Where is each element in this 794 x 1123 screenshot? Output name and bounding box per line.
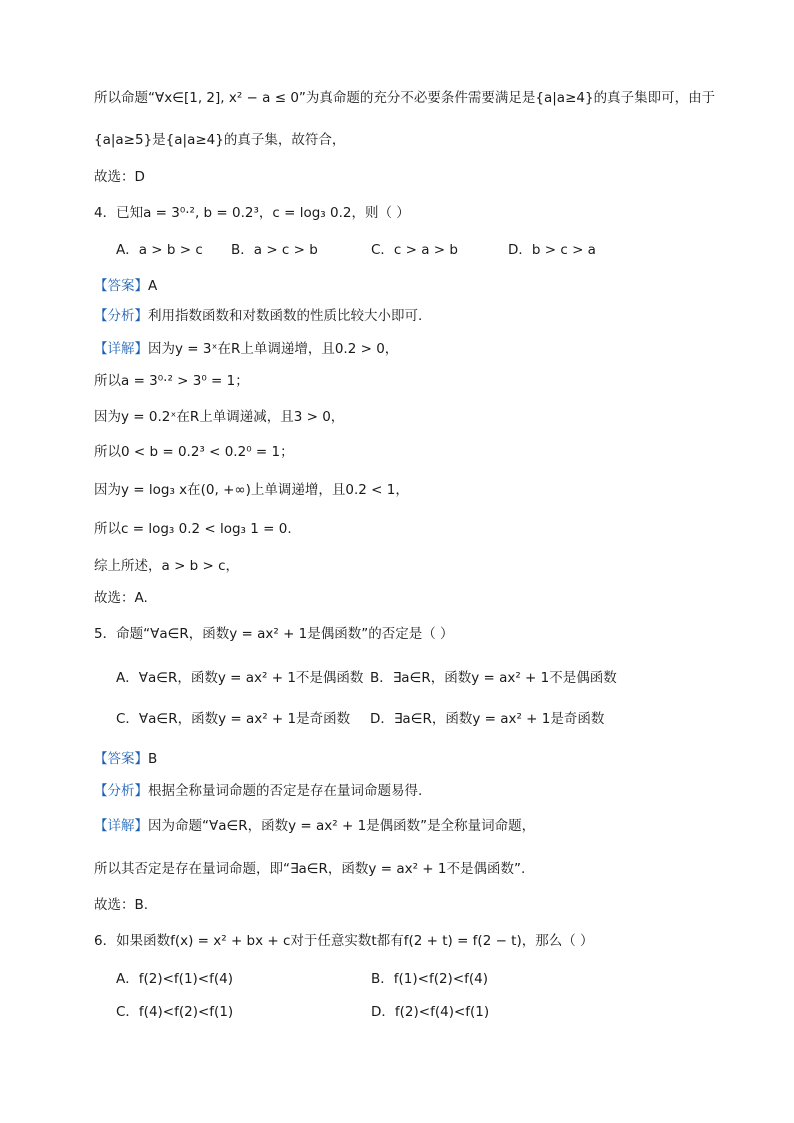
q6-option-a: A．f(2)<f(1)<f(4): [116, 971, 233, 987]
q5-option-a: A．∀a∈R，函数y = ax² + 1不是偶函数: [116, 670, 364, 686]
q5-option-c: C．∀a∈R，函数y = ax² + 1是奇函数: [116, 711, 351, 727]
analysis-tag: 【分析】: [94, 308, 148, 324]
q4-detail-line: [94, 339, 398, 359]
q5-answer-line: [94, 749, 157, 769]
q4-option-b: B．a > c > b: [231, 242, 318, 258]
text-line: 故选：D: [94, 169, 145, 185]
text-line: 故选：B.: [94, 897, 149, 913]
question-6-stem: 6．如果函数f(x) = x² + bx + c对于任意实数t都有f(2 + t) = f(2 − t)，那么（ ）: [94, 933, 594, 949]
q6-option-b: B．f(1)<f(2)<f(4): [371, 971, 489, 987]
answer-value: A: [148, 278, 158, 294]
q5-detail-line: [94, 816, 535, 836]
detail-text: 因为y = 3ˣ在R上单调递增，且0.2 > 0，: [148, 341, 399, 357]
answer-tag: 【答案】: [94, 278, 148, 294]
detail-tag: 【详解】: [94, 818, 148, 834]
text-line: 所以0 < b = 0.2³ < 0.2⁰ = 1；: [94, 444, 294, 460]
text-line: 所以命题“∀x∈[1, 2], x² − a ≤ 0”为真命题的充分不必要条件需要满足是{a|a≥4}的真子集即可，由于: [94, 90, 716, 106]
q4-option-a: A．a > b > c: [116, 242, 203, 258]
detail-text: 因为命题“∀a∈R，函数y = ax² + 1是偶函数”是全称量词命题，: [148, 818, 536, 834]
text-line: {a|a≥5}是{a|a≥4}的真子集，故符合，: [94, 132, 346, 148]
text-line: 所以其否定是存在量词命题，即“∃a∈R，函数y = ax² + 1不是偶函数”.: [94, 861, 526, 877]
text-line: 所以a = 3⁰·² > 3⁰ = 1；: [94, 373, 249, 389]
text-line: 故选：A.: [94, 590, 148, 606]
question-4-stem: 4．已知a = 3⁰·², b = 0.2³，c = log₃ 0.2，则（ ）: [94, 205, 410, 221]
analysis-text: 根据全称量词命题的否定是存在量词命题易得.: [148, 783, 423, 799]
q5-option-d: D．∃a∈R，函数y = ax² + 1是奇函数: [370, 711, 605, 727]
text-line: 因为y = log₃ x在(0, +∞)上单调递增，且0.2 < 1，: [94, 482, 409, 498]
q4-option-c: C．c > a > b: [371, 242, 458, 258]
answer-value: B: [148, 751, 158, 767]
q6-option-d: D．f(2)<f(4)<f(1): [371, 1004, 490, 1020]
q4-answer-line: [94, 276, 157, 296]
q5-option-b: B．∃a∈R，函数y = ax² + 1不是偶函数: [370, 670, 617, 686]
text-line: 综上所述，a > b > c，: [94, 558, 240, 574]
text-line: 因为y = 0.2ˣ在R上单调递减，且3 > 0，: [94, 409, 345, 425]
answer-tag: 【答案】: [94, 751, 148, 767]
analysis-tag: 【分析】: [94, 783, 148, 799]
detail-tag: 【详解】: [94, 341, 148, 357]
text-line: 所以c = log₃ 0.2 < log₃ 1 = 0.: [94, 521, 292, 537]
q5-analysis-line: [94, 781, 422, 801]
question-5-stem: 5．命题“∀a∈R，函数y = ax² + 1是偶函数”的否定是（ ）: [94, 626, 454, 642]
analysis-text: 利用指数函数和对数函数的性质比较大小即可.: [148, 308, 423, 324]
q4-option-d: D．b > c > a: [508, 242, 596, 258]
q4-analysis-line: [94, 306, 422, 326]
q6-option-c: C．f(4)<f(2)<f(1): [116, 1004, 234, 1020]
